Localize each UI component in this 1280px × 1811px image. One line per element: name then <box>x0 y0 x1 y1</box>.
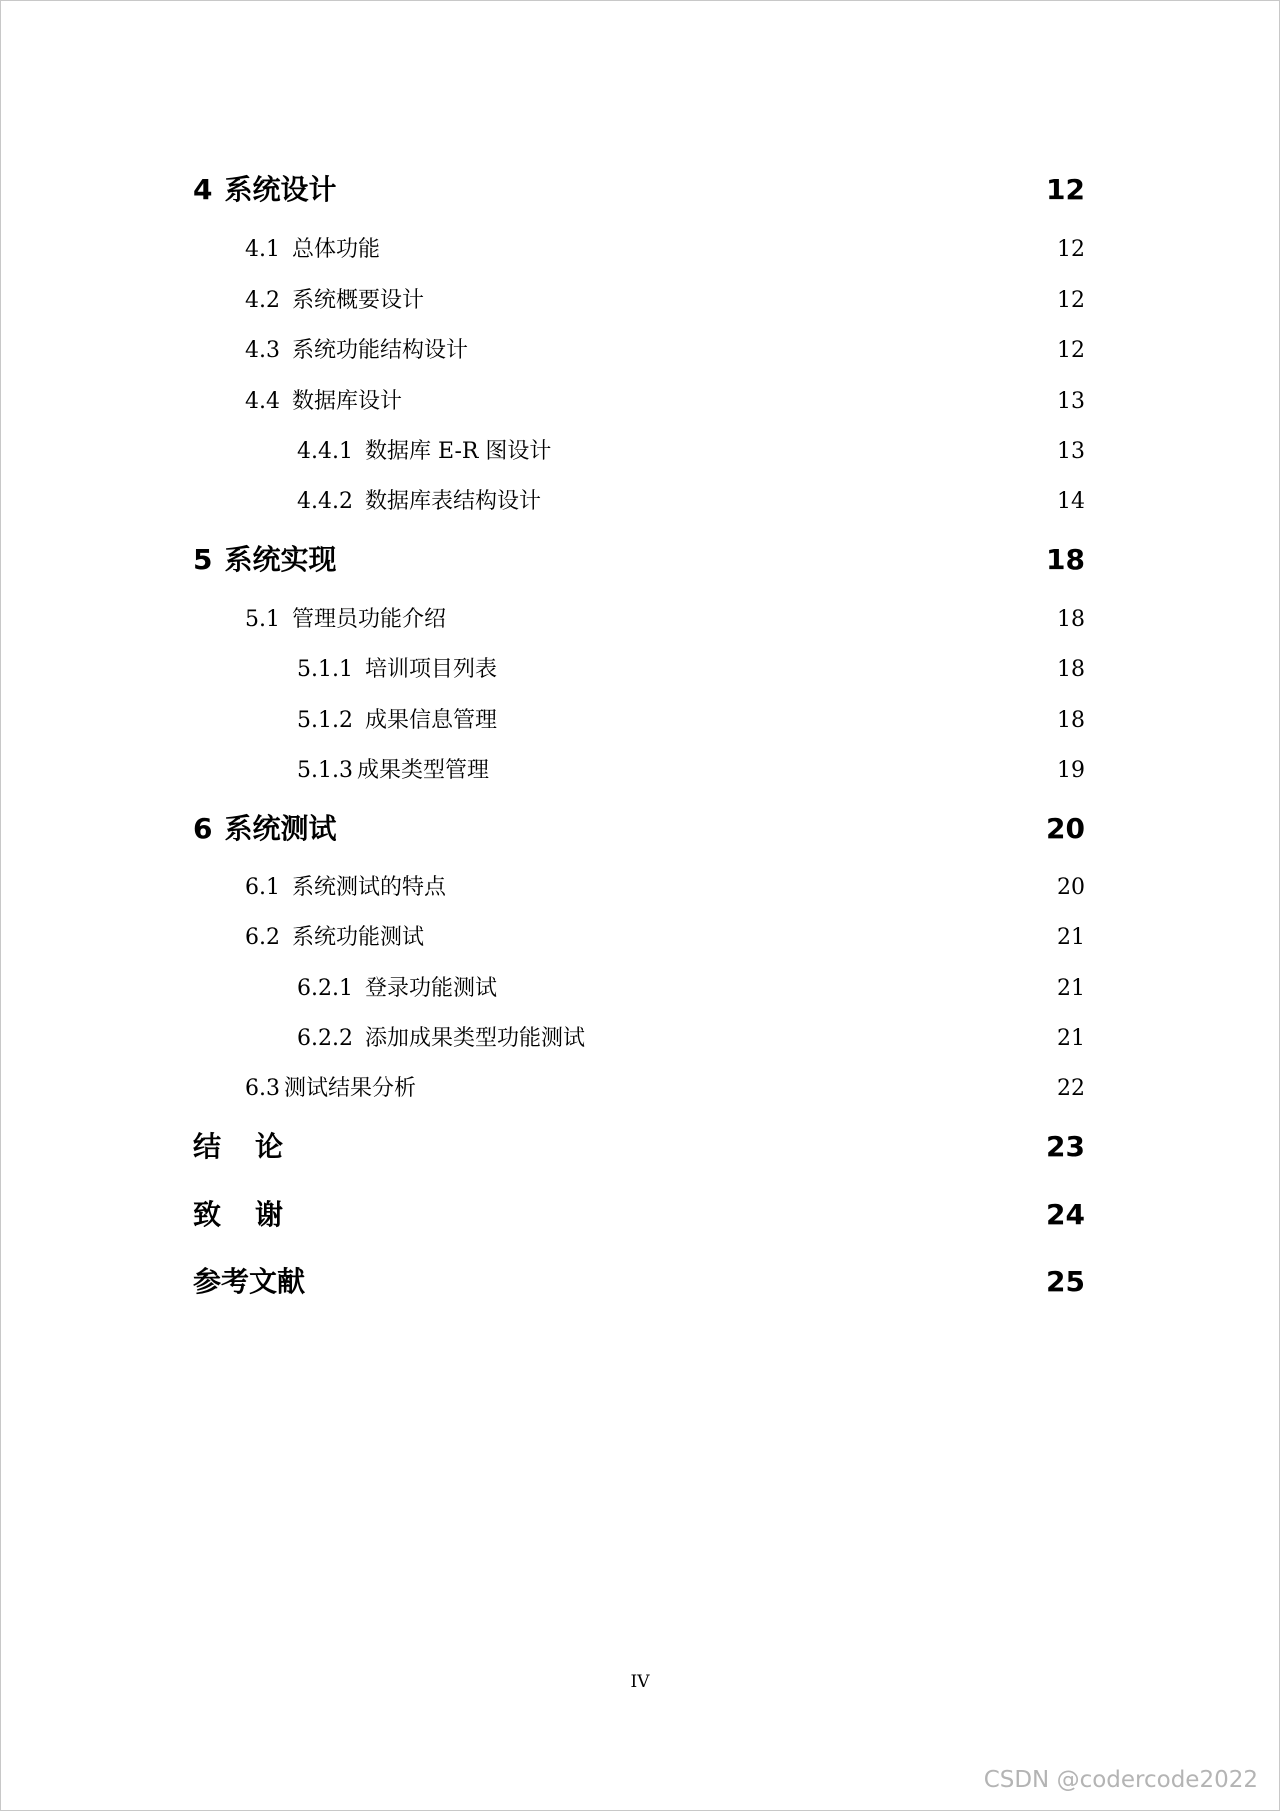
entry-title: 系统测试的特点 <box>292 875 447 900</box>
entry-page: 12 <box>1057 237 1085 262</box>
toc-entry-5-1[interactable] <box>245 602 1085 634</box>
entry-page: 18 <box>1046 543 1085 576</box>
entry-page: 20 <box>1057 875 1085 900</box>
entry-page: 12 <box>1046 173 1085 206</box>
entry-title: 数据库设计 <box>292 389 403 414</box>
toc-entry-4-2[interactable] <box>245 283 1085 315</box>
entry-title: 系统设计 <box>224 173 337 206</box>
entry-title: 登录功能测试 <box>364 976 497 1001</box>
entry-title: 成果信息管理 <box>364 708 497 733</box>
toc-entry-acknowledgements[interactable] <box>193 1193 1085 1233</box>
entry-title: 系统功能测试 <box>292 925 425 950</box>
toc-entry-4-4-1[interactable] <box>297 434 1085 466</box>
toc-entry-chapter-6[interactable] <box>193 807 1085 847</box>
entry-page: 18 <box>1057 657 1085 682</box>
entry-number: 4.1 <box>245 237 280 262</box>
toc-entry-6-1[interactable] <box>245 870 1085 902</box>
entry-title: 成果类型管理 <box>356 758 489 783</box>
watermark: CSDN @codercode2022 <box>983 1767 1258 1793</box>
toc-entry-chapter-5[interactable] <box>193 538 1085 578</box>
toc-entry-6-3[interactable] <box>245 1071 1085 1103</box>
entry-title: 培训项目列表 <box>364 657 497 682</box>
entry-number: 5.1.1 <box>297 657 353 682</box>
entry-page: 19 <box>1057 758 1085 783</box>
entry-number: 5.1 <box>245 607 280 632</box>
toc-entry-chapter-4[interactable] <box>193 168 1085 208</box>
toc-entry-conclusion[interactable] <box>193 1125 1085 1165</box>
entry-title: 系统实现 <box>224 543 337 576</box>
entry-title: 添加成果类型功能测试 <box>364 1026 585 1051</box>
entry-page: 25 <box>1046 1265 1085 1298</box>
entry-number: 4.2 <box>245 288 280 313</box>
entry-title: 管理员功能介绍 <box>292 607 447 632</box>
entry-title: 系统概要设计 <box>292 288 425 313</box>
entry-page: 18 <box>1057 607 1085 632</box>
entry-title: 系统测试 <box>224 812 337 845</box>
toc-entry-6-2[interactable] <box>245 920 1085 952</box>
entry-title: 致谢 <box>193 1198 318 1231</box>
entry-number: 5.1.2 <box>297 708 353 733</box>
entry-page: 20 <box>1046 812 1085 845</box>
entry-page: 23 <box>1046 1130 1085 1163</box>
entry-page: 12 <box>1057 288 1085 313</box>
entry-page: 13 <box>1057 439 1085 464</box>
entry-page: 24 <box>1046 1198 1085 1231</box>
toc-entry-5-1-3[interactable] <box>297 753 1085 785</box>
entry-page: 14 <box>1057 489 1085 514</box>
toc-entry-6-2-2[interactable] <box>297 1021 1085 1053</box>
entry-title: 结论 <box>193 1130 318 1163</box>
toc-entry-4-4[interactable] <box>245 384 1085 416</box>
page-number: IV <box>630 1672 650 1692</box>
entry-number: 4.4.2 <box>297 489 353 514</box>
entry-number: 4.3 <box>245 338 280 363</box>
entry-number: 4 <box>193 173 213 206</box>
entry-title: 测试结果分析 <box>284 1076 417 1101</box>
entry-page: 18 <box>1057 708 1085 733</box>
entry-number: 6.2.1 <box>297 976 353 1001</box>
entry-title: 系统功能结构设计 <box>292 338 469 363</box>
toc-entry-4-1[interactable] <box>245 232 1085 264</box>
entry-number: 5.1.3 <box>297 758 353 783</box>
entry-title: 总体功能 <box>292 237 381 262</box>
entry-page: 22 <box>1057 1076 1085 1101</box>
toc-entry-5-1-1[interactable] <box>297 652 1085 684</box>
entry-number: 4.4.1 <box>297 439 353 464</box>
entry-page: 21 <box>1057 925 1085 950</box>
entry-number: 6 <box>193 812 213 845</box>
entry-number: 6.2.2 <box>297 1026 353 1051</box>
entry-number: 6.1 <box>245 875 280 900</box>
entry-page: 21 <box>1057 1026 1085 1051</box>
entry-page: 13 <box>1057 389 1085 414</box>
toc-entry-4-3[interactable] <box>245 333 1085 365</box>
toc-entry-6-2-1[interactable] <box>297 971 1085 1003</box>
entry-number: 6.3 <box>245 1076 280 1101</box>
toc-entry-4-4-2[interactable] <box>297 484 1085 516</box>
entry-number: 5 <box>193 543 213 576</box>
entry-title: 数据库 E-R 图设计 <box>364 439 552 464</box>
entry-page: 21 <box>1057 976 1085 1001</box>
toc-entry-5-1-2[interactable] <box>297 703 1085 735</box>
entry-title: 参考文献 <box>193 1265 306 1298</box>
entry-number: 6.2 <box>245 925 280 950</box>
entry-page: 12 <box>1057 338 1085 363</box>
entry-number: 4.4 <box>245 389 280 414</box>
toc-entry-references[interactable] <box>193 1260 1085 1300</box>
entry-title: 数据库表结构设计 <box>364 489 541 514</box>
